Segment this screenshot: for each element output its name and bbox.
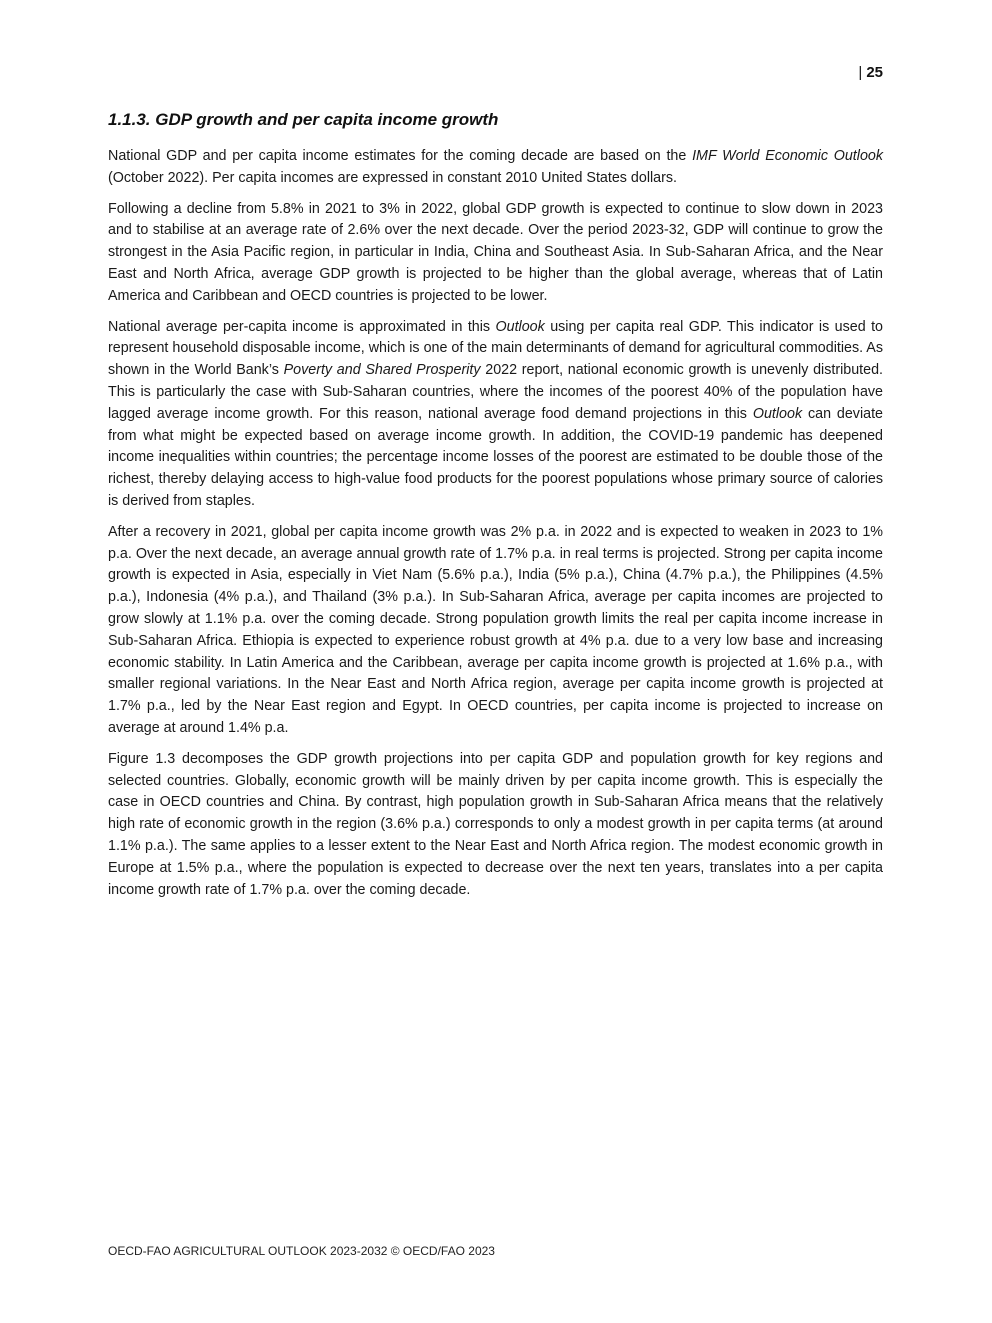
paragraph-text: can deviate from what might be expected based on average income growth. In addition, the COVID-19 pandemic has deepened income inequalities within countries; the percentage income losses of the poorest are estimated to be double those of the richest, thereby delaying access to high-value food products for the poorest populations whose primary source of calories is derived from staples. [108, 405, 883, 509]
page-number [858, 64, 883, 81]
paragraph-text: using per capita real GDP. This indicator is used to represent household disposable income, which is one of the main determinants of demand for agricultural commodities. As shown in the World Bank’s [108, 318, 883, 379]
paragraph-italic-text: Outlook [495, 318, 545, 335]
paragraph-income-growth-projections [108, 522, 883, 740]
paragraph-text: Figure 1.3 decomposes the GDP growth projections into per capita GDP and population growth for key regions and selected countries. Globally, economic growth will be mainly driven by per capita income growth. This is especially the case in OECD countries and China. By contrast, high population growth in Sub-Saharan Africa means that the relatively high rate of economic growth in the region (3.6% p.a.) corresponds to only a modest growth in per capita terms (at around 1.1% p.a.). The same applies to a lesser extent to the Near East and North Africa region. The modest economic growth in Europe at 1.5% p.a., where the population is expected to decrease over the next ten years, translates into a per capita income growth rate of 1.7% p.a. over the coming decade. [108, 750, 883, 898]
paragraph-global-gdp-growth [108, 199, 883, 308]
paragraph-per-capita-income [108, 317, 883, 513]
paragraph-text: National GDP and per capita income estimates for the coming decade are based on the [108, 148, 693, 164]
paragraph-text: Following a decline from 5.8% in 2021 to 3% in 2022, global GDP growth is expected to continue to slow down in 2023 and to stabilise at an average rate of 2.6% over the next decade. Over the period 2023-32, GDP will continue to grow the strongest in the Asia Pacific region, in particular in India, China and Southeast Asia. In Sub-Saharan Africa, and the Near East and North Africa, average GDP growth is projected to be higher than the global average, whereas that of Latin America and Caribbean and OECD countries is projected to be lower. [108, 200, 883, 304]
page-number-value: 25 [866, 64, 883, 81]
page-footer: OECD-FAO AGRICULTURAL OUTLOOK 2023-2032 © OECD/FAO 2023 [108, 1244, 495, 1258]
paragraph-text: National average per-capita income is approximated in this [108, 318, 496, 335]
paragraph-italic-text: Outlook [752, 405, 803, 422]
section-heading: 1.1.3. GDP growth and per capita income growth [108, 110, 499, 129]
paragraph-text: (October 2022). Per capita incomes are expressed in constant 2010 United States dollars. [108, 169, 678, 186]
page-content [108, 110, 883, 910]
paragraph-italic-text: Poverty and Shared Prosperity [283, 362, 481, 379]
page-number-separator: | [858, 64, 863, 81]
paragraph-figure-decomposition [108, 749, 883, 902]
paragraph-text: After a recovery in 2021, global per capita income growth was 2% p.a. in 2022 and is expected to weaken in 2023 to 1% p.a. Over the next decade, an average annual growth rate of 1.7% p.a. in real terms is projected. Strong per capita income growth is expected in Asia, especially in Viet Nam (5.6% p.a.), India (5% p.a.), China (4.7% p.a.), the Philippines (4.5% p.a.), Indonesia (4% p.a.), and Thailand (3% p.a.). In Sub-Saharan Africa, average per capita incomes are projected to grow slowly at 1.1% p.a. over the coming decade. Strong population growth limits the real per capita income increase in Sub-Saharan Africa. Ethiopia is expected to experience robust growth at 4% p.a. due to a very low base and increasing economic stability. In Latin America and the Caribbean, average per capita income growth is projected at 1.6% p.a., with smaller regional variations. In the Near East and North Africa region, average per capita income growth is projected at 1.7% p.a., led by the Near East region and Egypt. In OECD countries, per capita income is projected to increase on average at around 1.4% p.a. [108, 523, 883, 736]
paragraph-gdp-estimates [108, 146, 883, 190]
paragraph-italic-text: IMF World Economic Outlook [692, 148, 883, 164]
paragraph-text: 2022 report, national economic growth is unevenly distributed. This is particularly the case with Sub-Saharan countries, where the incomes of the poorest 40% of the population have lagged average income growth. For this reason, national average food demand projections in this [108, 362, 884, 422]
